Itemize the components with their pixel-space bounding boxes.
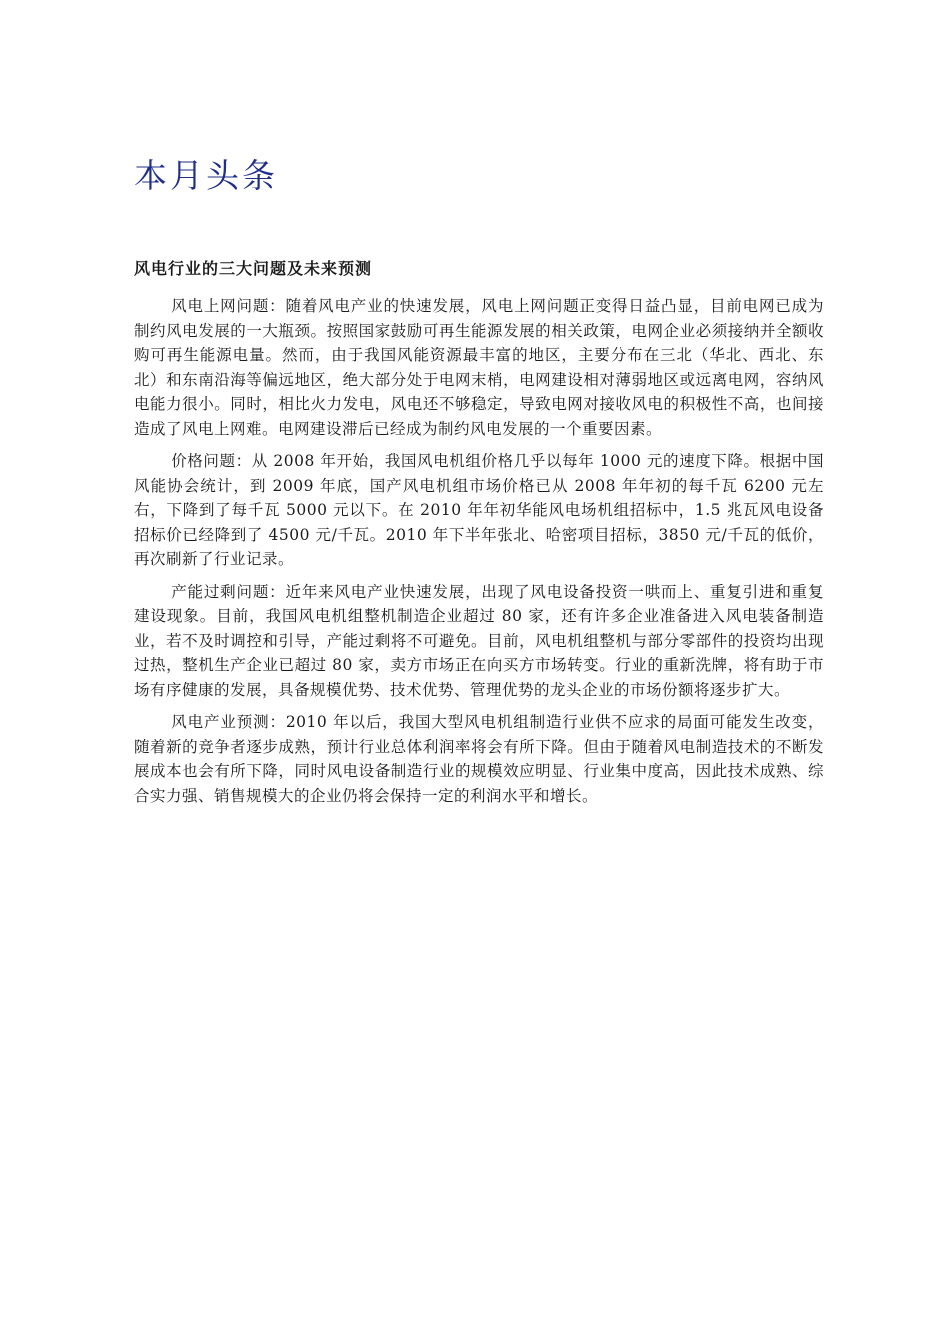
article: [134, 256, 824, 816]
paragraph-price: 价格问题：从 2008 年开始，我国风电机组价格几乎以每年 1000 元的速度下降。根据中国风能协会统计，到 2009 年底，国产风电机组市场价格已从 2008 年年初的每千瓦 6200 元左右，下降到了每千瓦 5000 元以下。在 2010 年年初华能风电场机组招标中，1.5 兆瓦风电设备招标价已经降到了 4500 元/千瓦。2010 年下半年张北、哈密项目招标，3850 元/千瓦的低价，再次刷新了行业记录。: [134, 452, 824, 568]
paragraph-overcapacity: 产能过剩问题：近年来风电产业快速发展，出现了风电设备投资一哄而上、重复引进和重复建设现象。目前，我国风电机组整机制造企业超过 80 家，还有许多企业准备进入风电装备制造业，若不及时调控和引导，产能过剩将不可避免。目前，风电机组整机与部分零部件的投资均出现过热，整机生产企业已超过 80 家，卖方市场正在向买方市场转变。行业的重新洗牌，将有助于市场有序健康的发展，具备规模优势、技术优势、管理优势的龙头企业的市场份额将逐步扩大。: [134, 582, 824, 699]
article-title: 风电行业的三大问题及未来预测: [134, 259, 373, 278]
paragraph-grid-access: 风电上网问题：随着风电产业的快速发展，风电上网问题正变得日益凸显，目前电网已成为制约风电发展的一大瓶颈。按照国家鼓励可再生能源发展的相关政策，电网企业必须接纳并全额收购可再生能源电量。然而，由于我国风能资源最丰富的地区，主要分布在三北（华北、西北、东北）和东南沿海等偏远地区，绝大部分处于电网末梢，电网建设相对薄弱地区或远离电网，容纳风电能力很小。同时，相比火力发电，风电还不够稳定，导致电网对接收风电的积极性不高，也间接造成了风电上网难。电网建设滞后已经成为制约风电发展的一个重要因素。: [134, 297, 824, 438]
section-title: 本月头条: [134, 156, 278, 195]
paragraph-forecast: 风电产业预测：2010 年以后，我国大型风电机组制造行业供不应求的局面可能发生改变，随着新的竞争者逐步成熟，预计行业总体利润率将会有所下降。但由于随着风电制造技术的不断发展成本也会有所下降，同时风电设备制造行业的规模效应明显、行业集中度高，因此技术成熟、综合实力强、销售规模大的企业仍将会保持一定的利润水平和增长。: [134, 713, 824, 805]
